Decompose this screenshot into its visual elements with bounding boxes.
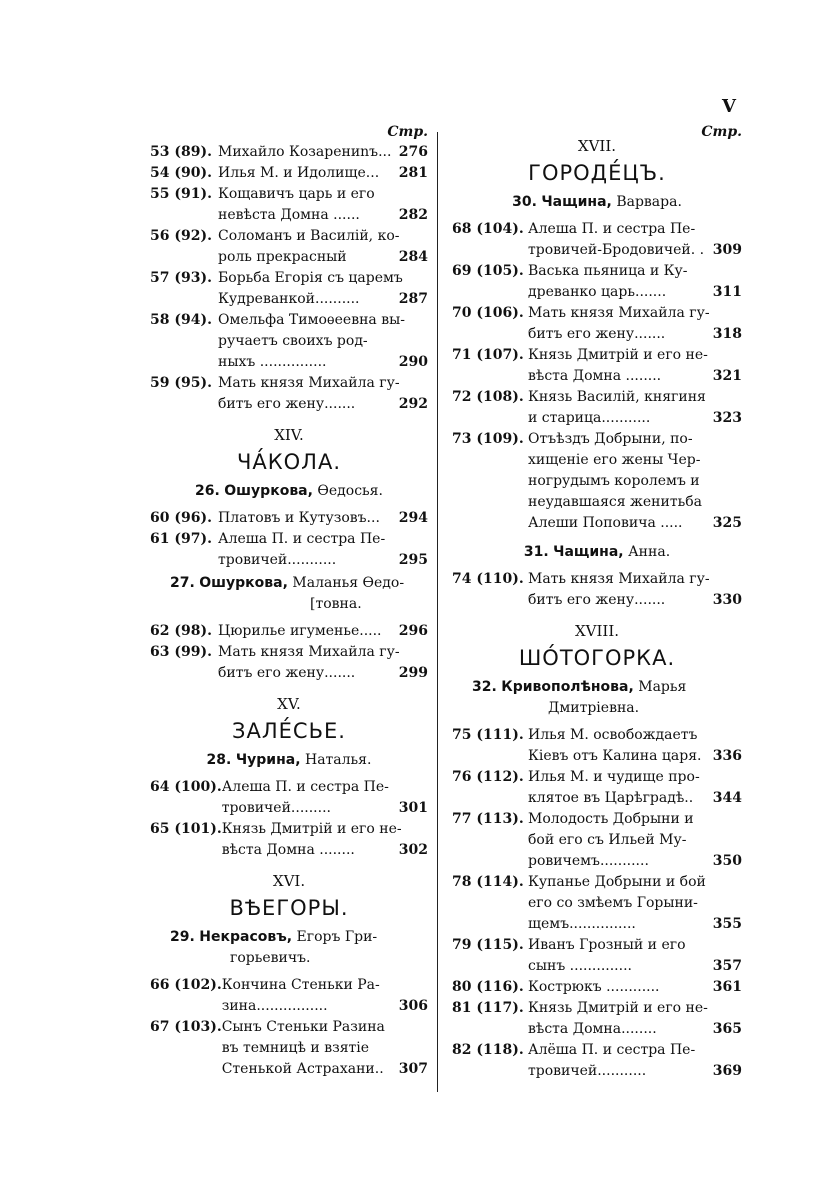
entry-title: невѣста Домна ......	[218, 207, 360, 223]
entry-group	[150, 508, 428, 571]
entry-page-number: 290	[398, 354, 428, 370]
entry-line	[528, 998, 742, 1019]
entry-number: 59 (95).	[150, 375, 212, 391]
narrator-given-name-cont: Дмитріевна.	[548, 700, 640, 716]
entry-text	[218, 226, 428, 268]
entry-group	[150, 777, 428, 861]
entry-line	[528, 1061, 742, 1082]
entry-group	[150, 621, 428, 684]
entry-line	[218, 394, 428, 415]
entry-number: 71 (107).	[452, 347, 524, 363]
section-number: XV.	[277, 695, 301, 713]
entry-line	[218, 142, 428, 163]
narrator-given-name-cont: [товна.	[310, 596, 362, 612]
entry-group	[150, 975, 428, 1080]
entry-title: Алёша П. и сестра Пе-	[528, 1042, 696, 1058]
entry-title: Сынъ Стеньки Разина	[221, 1019, 385, 1035]
toc-entry	[150, 184, 428, 226]
entry-page-number: 282	[398, 207, 428, 223]
entry-page-number: 336	[712, 748, 742, 764]
entry-page-number: 302	[398, 842, 428, 858]
entry-number: 80 (116).	[452, 979, 524, 995]
entry-title: Илья М. и чудище про-	[528, 769, 700, 785]
entry-line	[528, 746, 742, 767]
entry-number: 56 (92).	[150, 228, 212, 244]
entry-title: хищеніе его жены Чер-	[528, 452, 701, 468]
toc-entry	[452, 569, 742, 611]
entry-line	[218, 247, 428, 268]
entry-number: 62 (98).	[150, 623, 212, 639]
entry-line	[528, 387, 742, 408]
entry-title: древанко царь.......	[528, 284, 667, 300]
section-title: ЗАЛЕ́СЬЕ.	[232, 719, 346, 743]
entry-number: 65 (101).	[150, 821, 222, 837]
entry-title: Омельфа Тимоѳеевна вы-	[218, 312, 405, 328]
entry-number: 73 (109).	[452, 431, 524, 447]
entry-line	[528, 408, 742, 429]
entry-text	[218, 184, 428, 226]
narrator-heading	[452, 677, 742, 719]
entry-line	[218, 663, 428, 684]
entry-title: ногрудымъ королемъ и	[528, 473, 700, 489]
entry-number: 58 (94).	[150, 312, 212, 328]
narrator-surname: Кривополѣнова,	[501, 679, 634, 695]
toc-entry	[452, 725, 742, 767]
entry-line	[528, 471, 742, 492]
entry-line	[218, 331, 428, 352]
entry-number: 67 (103).	[150, 1019, 222, 1035]
narrator-number: 27.	[170, 575, 195, 591]
narrator-heading	[150, 750, 428, 771]
entry-page-number: 294	[398, 510, 428, 526]
entry-page-number: 323	[712, 410, 742, 426]
entry-text	[528, 345, 742, 387]
entry-title: Мать князя Михайла гу-	[528, 305, 710, 321]
entry-title: зина................	[221, 998, 328, 1014]
entry-text	[528, 725, 742, 767]
entry-title: Мать князя Михайла гу-	[528, 571, 710, 587]
toc-entry	[452, 261, 742, 303]
entry-title: Князь Дмитрій и его не-	[221, 821, 402, 837]
entry-title: Алеша П. и сестра Пе-	[528, 221, 696, 237]
toc-entry	[452, 345, 742, 387]
entry-page-number: 369	[712, 1063, 742, 1079]
entry-number: 53 (89).	[150, 144, 212, 160]
entry-title: тровичей...........	[218, 552, 337, 568]
toc-entry	[452, 809, 742, 872]
entry-title: его со змѣемъ Горыни-	[528, 895, 698, 911]
entry-line	[218, 642, 428, 663]
entry-title: вѣста Домна ........	[221, 842, 355, 858]
right-column	[452, 122, 742, 1082]
entry-text	[218, 529, 428, 571]
narrator-surname: Чурина,	[235, 752, 301, 768]
entry-number: 79 (115).	[452, 937, 524, 953]
entry-title: ныхъ ...............	[218, 354, 327, 370]
entry-text	[528, 1040, 742, 1082]
entry-page-number: 301	[398, 800, 428, 816]
entry-line	[218, 508, 428, 529]
entry-page-number: 306	[398, 998, 428, 1014]
entry-text	[218, 508, 428, 529]
entry-line	[528, 366, 742, 387]
entry-line	[218, 205, 428, 226]
section-title: ВѢЕГОРЫ.	[229, 896, 349, 920]
entry-line	[528, 830, 742, 851]
entry-text	[528, 429, 742, 534]
entry-line	[218, 621, 428, 642]
entry-line	[528, 219, 742, 240]
entry-number: 78 (114).	[452, 874, 524, 890]
entry-title: щемъ...............	[528, 916, 636, 932]
entry-page-number: 295	[398, 552, 428, 568]
entry-number: 63 (99).	[150, 644, 212, 660]
entry-number: 55 (91).	[150, 186, 212, 202]
section-title: ГОРОДЕ́ЦЪ.	[528, 161, 666, 185]
entry-text	[222, 975, 428, 1017]
entry-page-number: 344	[712, 790, 742, 806]
entry-group	[452, 725, 742, 1082]
narrator-heading	[150, 481, 428, 502]
entry-text	[218, 142, 428, 163]
entry-page-number: 321	[712, 368, 742, 384]
entry-page-number: 309	[712, 242, 742, 258]
narrator-number: 31.	[523, 544, 549, 560]
entry-line	[528, 590, 742, 611]
entry-page-number: 330	[712, 592, 742, 608]
entry-title: Илья М. и Идолище...	[218, 165, 380, 181]
entry-line	[218, 373, 428, 394]
entry-title: вѣста Домна........	[528, 1021, 657, 1037]
entry-page-number: 284	[398, 249, 428, 265]
entry-text	[528, 261, 742, 303]
entry-line	[222, 840, 428, 861]
entry-text	[222, 819, 428, 861]
toc-entry	[150, 163, 428, 184]
narrator-surname: Ошуркова,	[224, 483, 313, 499]
entry-line	[528, 809, 742, 830]
entry-line	[218, 352, 428, 373]
entry-title: тровичей.........	[221, 800, 331, 816]
entry-title: Мать князя Михайла гу-	[218, 644, 400, 660]
section-title: ЧА́КОЛА.	[236, 450, 342, 474]
entry-title: сынъ ..............	[528, 958, 632, 974]
entry-line	[222, 777, 428, 798]
entry-page-number: 325	[712, 515, 742, 531]
entry-title: битъ его жену.......	[218, 665, 356, 681]
entry-title: Алеша П. и сестра Пе-	[221, 779, 389, 795]
entry-page-number: 318	[712, 326, 742, 342]
entry-text	[218, 163, 428, 184]
entry-number: 74 (110).	[452, 571, 524, 587]
entry-page-number: 296	[398, 623, 428, 639]
entry-title: Мать князя Михайла гу-	[218, 375, 400, 391]
toc-entry	[452, 998, 742, 1040]
toc-entry	[150, 508, 428, 529]
entry-number: 70 (106).	[452, 305, 524, 321]
section-number: XVII.	[577, 137, 617, 155]
narrator-heading	[150, 573, 428, 615]
entry-title: вѣста Домна ........	[528, 368, 662, 384]
entry-line	[528, 513, 742, 534]
entry-title: тровичей-Бродовичей. .	[528, 242, 705, 258]
entry-line	[528, 956, 742, 977]
column-divider	[437, 132, 438, 1092]
entry-title: битъ его жену.......	[528, 326, 666, 342]
entry-line	[528, 282, 742, 303]
narrator-heading	[452, 542, 742, 563]
toc-entry	[452, 1040, 742, 1082]
toc-entry	[452, 767, 742, 809]
toc-entry	[452, 387, 742, 429]
entry-title: Соломанъ и Василій, ко-	[218, 228, 400, 244]
entry-group	[150, 142, 428, 415]
narrator-given-name: Марья	[638, 679, 687, 695]
toc-entry	[452, 303, 742, 345]
toc-entry	[150, 777, 428, 819]
entry-title: Михайло Козарениnъ...	[218, 144, 392, 160]
entry-line	[528, 303, 742, 324]
toc-entry	[452, 219, 742, 261]
section-title: ШО́ТОГОРКА.	[518, 646, 676, 670]
entry-line	[528, 261, 742, 282]
entry-line	[528, 725, 742, 746]
entry-number: 75 (111).	[452, 727, 524, 743]
entry-title: Князь Дмитрій и его не-	[528, 1000, 708, 1016]
entry-number: 66 (102).	[150, 977, 222, 993]
entry-number: 82 (118).	[452, 1042, 524, 1058]
narrator-given-name: Наталья.	[304, 752, 372, 768]
section-number: XVIII.	[574, 622, 620, 640]
entry-title: неудавшаяся женитьба	[528, 494, 702, 510]
entry-line	[218, 289, 428, 310]
toc-entry	[150, 142, 428, 163]
entry-line	[218, 550, 428, 571]
entry-text	[528, 767, 742, 809]
entry-line	[528, 935, 742, 956]
narrator-given-name-cont: горьевичъ.	[230, 950, 311, 966]
entry-title: въ темницѣ и взятіе	[221, 1040, 370, 1056]
entry-title: Купанье Добрыни и бой	[528, 874, 706, 890]
entry-line	[528, 345, 742, 366]
entry-title: клятое въ Царѣградѣ..	[528, 790, 694, 806]
narrator-surname: Некрасовъ,	[199, 929, 293, 945]
entry-title: Платовъ и Кутузовъ...	[218, 510, 380, 526]
entry-page-number: 350	[712, 853, 742, 869]
entry-line	[528, 324, 742, 345]
entry-group	[452, 219, 742, 534]
entry-title: Князь Василій, княгиня	[528, 389, 706, 405]
narrator-heading	[150, 927, 428, 969]
entry-title: Васька пьяница и Ку-	[528, 263, 688, 279]
entry-title: Князь Дмитрій и его не-	[528, 347, 708, 363]
entry-title: тровичей...........	[528, 1063, 647, 1079]
toc-entry	[150, 819, 428, 861]
entry-line	[528, 977, 742, 998]
entry-page-number: 287	[398, 291, 428, 307]
entry-title: Илья М. освобождаетъ	[528, 727, 698, 743]
entry-line	[528, 851, 742, 872]
entry-text	[528, 219, 742, 261]
entry-text	[528, 569, 742, 611]
narrator-heading	[452, 192, 742, 213]
entry-number: 77 (113).	[452, 811, 524, 827]
entry-line	[218, 184, 428, 205]
entry-line	[528, 914, 742, 935]
toc-entry	[150, 268, 428, 310]
toc-entry	[452, 977, 742, 998]
entry-line	[528, 492, 742, 513]
left-column	[150, 122, 428, 1080]
toc-entry	[150, 975, 428, 1017]
narrator-number: 32.	[472, 679, 497, 695]
entry-text	[528, 998, 742, 1040]
section-number: XIV.	[274, 426, 304, 444]
entry-text	[528, 977, 742, 998]
entry-line	[218, 310, 428, 331]
entry-title: роль прекрасный	[218, 249, 347, 265]
entry-title: Молодость Добрыни и	[528, 811, 694, 827]
narrator-surname: Чащина,	[553, 544, 624, 560]
page-column-label: Стр.	[387, 124, 428, 140]
entry-title: битъ его жену.......	[528, 592, 666, 608]
narrator-number: 29.	[170, 929, 195, 945]
entry-page-number: 276	[398, 144, 428, 160]
narrator-given-name: Егоръ Гри-	[296, 929, 378, 945]
entry-text	[218, 373, 428, 415]
narrator-given-name: Варвара.	[616, 194, 682, 210]
entry-text	[528, 872, 742, 935]
entry-title: Кудреванкой..........	[218, 291, 360, 307]
toc-entry	[150, 529, 428, 571]
narrator-number: 28.	[206, 752, 232, 768]
entry-text	[218, 310, 428, 373]
entry-page-number: 361	[712, 979, 742, 995]
narrator-surname: Ошуркова,	[199, 575, 288, 591]
entry-text	[528, 303, 742, 345]
page-number: V	[722, 96, 736, 117]
entry-line	[528, 240, 742, 261]
entry-title: Кощавичъ царь и его	[218, 186, 375, 202]
section-number: XVI.	[272, 872, 306, 890]
narrator-number: 30.	[512, 194, 537, 210]
entry-line	[528, 1040, 742, 1061]
entry-line	[222, 1059, 428, 1080]
entry-line	[222, 798, 428, 819]
entry-page-number: 307	[398, 1061, 428, 1077]
entry-line	[528, 767, 742, 788]
entry-title: Иванъ Грозный и его	[528, 937, 686, 953]
entry-page-number: 357	[712, 958, 742, 974]
entry-line	[528, 872, 742, 893]
toc-entry	[150, 226, 428, 268]
entry-text	[222, 1017, 428, 1080]
toc-entry	[150, 621, 428, 642]
entry-number: 76 (112).	[452, 769, 524, 785]
entry-page-number: 311	[712, 284, 742, 300]
entry-title: Алеши Поповича .....	[528, 515, 683, 531]
entry-line	[528, 429, 742, 450]
toc-entry	[150, 642, 428, 684]
entry-title: Борьба Егорія съ царемъ	[218, 270, 403, 286]
entry-line	[528, 788, 742, 809]
entry-number: 64 (100).	[150, 779, 222, 795]
entry-page-number: 299	[398, 665, 428, 681]
toc-entry	[452, 429, 742, 534]
entry-number: 54 (90).	[150, 165, 212, 181]
entry-number: 61 (97).	[150, 531, 212, 547]
entry-text	[222, 777, 428, 819]
narrator-number: 26.	[195, 483, 220, 499]
entry-number: 69 (105).	[452, 263, 524, 279]
narrator-surname: Чащина,	[541, 194, 612, 210]
entry-page-number: 365	[712, 1021, 742, 1037]
entry-title: Алеша П. и сестра Пе-	[218, 531, 386, 547]
entry-title: битъ его жену.......	[218, 396, 356, 412]
narrator-given-name: Маланья Ѳедо-	[292, 575, 405, 591]
entry-page-number: 355	[712, 916, 742, 932]
toc-entry	[452, 872, 742, 935]
entry-title: и старица...........	[528, 410, 651, 426]
entry-page-number: 292	[398, 396, 428, 412]
toc-entry	[150, 310, 428, 373]
entry-title: Стенькой Астрахани..	[221, 1061, 384, 1077]
entry-line	[222, 1017, 428, 1038]
entry-number: 57 (93).	[150, 270, 212, 286]
toc-entry	[150, 1017, 428, 1080]
entry-text	[218, 621, 428, 642]
entry-title: Цюрилье игуменье.....	[218, 623, 382, 639]
entry-title: Кострюкъ ............	[528, 979, 660, 995]
entry-line	[528, 1019, 742, 1040]
entry-title: Кіевъ отъ Калина царя.	[528, 748, 702, 764]
entry-title: бой его съ Ильей Му-	[528, 832, 687, 848]
entry-title: ровичемъ...........	[528, 853, 649, 869]
toc-entry	[452, 935, 742, 977]
entry-page-number: 281	[398, 165, 428, 181]
entry-group	[452, 569, 742, 611]
page-column-label: Стр.	[701, 124, 742, 140]
entry-number: 68 (104).	[452, 221, 524, 237]
entry-line	[528, 450, 742, 471]
entry-line	[218, 163, 428, 184]
entry-number: 72 (108).	[452, 389, 524, 405]
entry-line	[528, 893, 742, 914]
toc-entry	[150, 373, 428, 415]
entry-title: Отъѣздъ Добрыни, по-	[528, 431, 693, 447]
entry-line	[222, 819, 428, 840]
entry-text	[218, 268, 428, 310]
entry-number: 60 (96).	[150, 510, 212, 526]
narrator-given-name: Ѳедосья.	[317, 483, 383, 499]
entry-line	[222, 1038, 428, 1059]
entry-line	[218, 226, 428, 247]
entry-text	[218, 642, 428, 684]
entry-text	[528, 935, 742, 977]
entry-title: ручаетъ своихъ род-	[218, 333, 368, 349]
entry-line	[222, 996, 428, 1017]
entry-line	[222, 975, 428, 996]
entry-line	[528, 569, 742, 590]
entry-text	[528, 387, 742, 429]
entry-line	[218, 268, 428, 289]
narrator-given-name: Анна.	[628, 544, 671, 560]
entry-title: Кончина Стеньки Ра-	[221, 977, 380, 993]
entry-number: 81 (117).	[452, 1000, 524, 1016]
entry-text	[528, 809, 742, 872]
entry-line	[218, 529, 428, 550]
